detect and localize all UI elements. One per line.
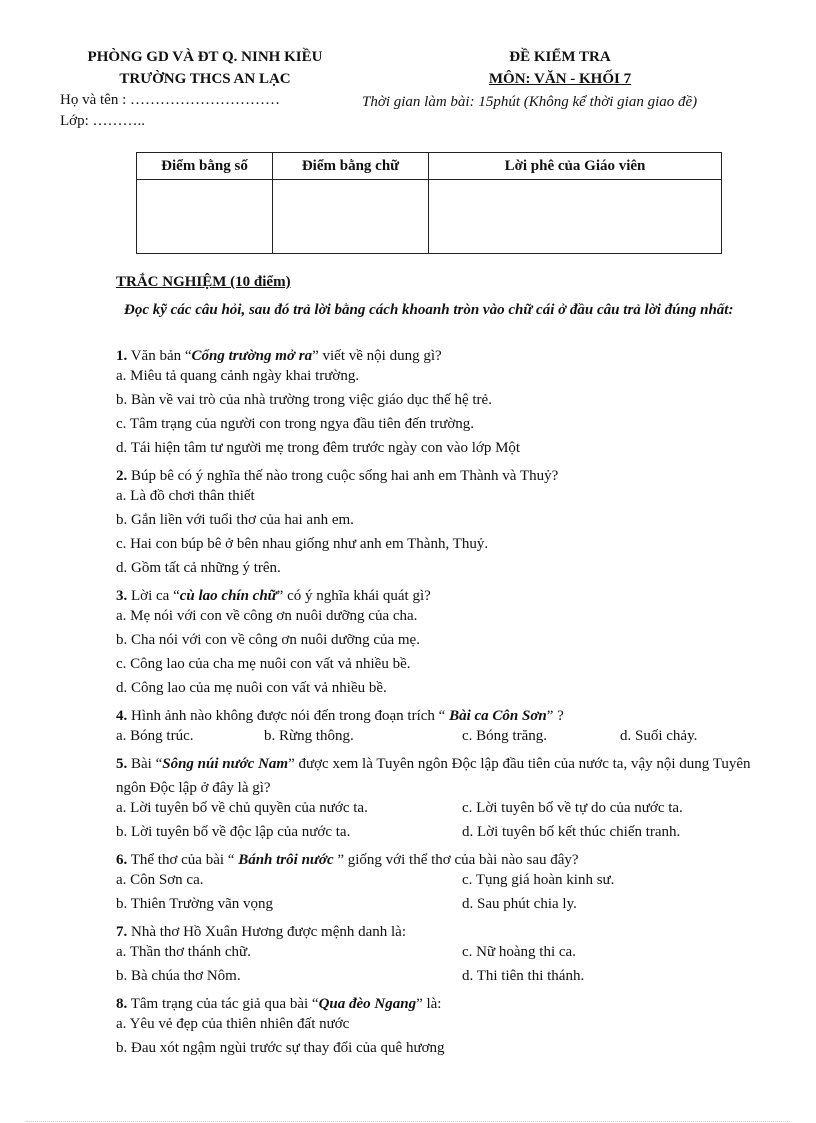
question-text: ” viết về nội dung gì? [312, 348, 442, 364]
question-number: 6. [116, 852, 128, 868]
score-table-blank-row [137, 180, 722, 254]
answer-option[interactable]: b. Gắn liền với tuổi thơ của hai anh em. [116, 512, 354, 528]
question-8 [116, 992, 766, 1016]
question-number: 3. [116, 588, 128, 604]
answer-option[interactable]: d. Tái hiện tâm tư người mẹ trong đêm trước ngày con vào lớp Một [116, 440, 521, 456]
question-text: Nhà thơ Hồ Xuân Hương được mệnh danh là: [127, 924, 407, 940]
question-text: Thể thơ của bài “ [127, 852, 239, 868]
question-1 [116, 344, 766, 368]
score-words-cell [273, 180, 429, 254]
answer-option[interactable]: a. Lời tuyên bố về chủ quyền của nước ta. [116, 800, 368, 816]
question-highlight: cù lao chín chữ [179, 588, 277, 604]
answer-option[interactable]: d. Gồm tất cả những ý trên. [116, 560, 281, 576]
student-name-field: Họ và tên : ………………………… [60, 92, 280, 108]
question-text: Lời ca “ [127, 588, 180, 604]
department-name: PHÒNG GD VÀ ĐT Q. NINH KIỀU [87, 49, 323, 65]
question-text: ” được xem là Tuyên ngôn Độc lập đầu tiên của nước ta, vậy nội dung Tuyên ngôn Độc lập ở đây là gì? [116, 756, 751, 796]
school-name: TRƯỜNG THCS AN LẠC [119, 71, 291, 87]
score-number-cell [137, 180, 273, 254]
answer-option[interactable]: d. Sau phút chia ly. [462, 896, 577, 912]
answer-option[interactable]: c. Tâm trạng của người con trong ngya đầu tiên đến trường. [116, 416, 475, 432]
question-highlight: Bài ca Côn Sơn [445, 708, 547, 724]
question-6 [116, 848, 766, 872]
question-text: Văn bản “ [127, 348, 192, 364]
question-number: 2. [116, 468, 128, 484]
answer-option[interactable]: d. Lời tuyên bố kết thúc chiến tranh. [462, 824, 681, 840]
question-5 [116, 752, 766, 800]
question-highlight: Qua đèo Ngang [318, 996, 417, 1012]
header-right [400, 46, 720, 90]
answer-option[interactable]: c. Hai con búp bê ở bên nhau giống như anh em Thành, Thuỷ. [116, 536, 489, 552]
question-text: Tâm trạng của tác giả qua bài “ [127, 996, 319, 1012]
answer-option[interactable]: c. Lời tuyên bố về tự do của nước ta. [462, 800, 683, 816]
answer-option[interactable]: b. Bàn về vai trò của nhà trường trong việc giáo dục thế hệ trẻ. [116, 392, 492, 408]
header-left [40, 46, 370, 90]
question-number: 1. [116, 348, 128, 364]
question-text: Bài “ [127, 756, 163, 772]
answer-option[interactable]: b. Rừng thông. [264, 728, 354, 744]
question-3 [116, 584, 766, 608]
score-words-header: Điểm bằng chữ [273, 153, 429, 180]
question-text: ” có ý nghĩa khái quát gì? [276, 588, 431, 604]
answer-option[interactable]: a. Côn Sơn ca. [116, 872, 204, 888]
answer-option[interactable]: c. Bóng trăng. [462, 728, 547, 744]
question-number: 8. [116, 996, 128, 1012]
answer-option[interactable]: c. Tụng giá hoàn kinh sư. [462, 872, 615, 888]
answer-option[interactable]: b. Đau xót ngậm ngùi trước sự thay đổi của quê hương [116, 1040, 445, 1056]
question-text: Búp bê có ý nghĩa thế nào trong cuộc sống hai anh em Thành và Thuỷ? [127, 468, 559, 484]
answer-option[interactable]: a. Yêu vẻ đẹp của thiên nhiên đất nước [116, 1016, 350, 1032]
answer-option[interactable]: c. Công lao của cha mẹ nuôi con vất vả nhiều bề. [116, 656, 411, 672]
question-4 [116, 704, 766, 728]
score-table-header-row [137, 153, 722, 180]
score-table [136, 152, 722, 254]
time-note: Thời gian làm bài: 15phút (Không kể thời gian giao đề) [362, 94, 698, 110]
answer-option[interactable]: a. Thần thơ thánh chữ. [116, 944, 251, 960]
question-2 [116, 464, 766, 488]
question-7 [116, 920, 766, 944]
question-text: Hình ảnh nào không được nói đến trong đoạn trích “ [127, 708, 446, 724]
teacher-comment-header: Lời phê của Giáo viên [429, 153, 722, 180]
answer-option[interactable]: b. Thiên Trường vãn vọng [116, 896, 274, 912]
answer-option[interactable]: b. Lời tuyên bố về độc lập của nước ta. [116, 824, 351, 840]
answer-option[interactable]: d. Thi tiên thi thánh. [462, 968, 585, 984]
section-title: TRẮC NGHIỆM (10 điểm) [116, 274, 291, 290]
answer-option[interactable]: a. Bóng trúc. [116, 728, 194, 744]
answer-option[interactable]: b. Bà chúa thơ Nôm. [116, 968, 241, 984]
answer-option[interactable]: d. Công lao của mẹ nuôi con vất vả nhiều bề. [116, 680, 387, 696]
exam-subject: MÔN: VĂN - KHỐI 7 [488, 71, 632, 87]
class-field: Lớp: ……….. [60, 113, 146, 129]
question-text: ” giống với thể thơ của bài nào sau đây? [337, 852, 579, 868]
question-number: 5. [116, 756, 128, 772]
instructions: Đọc kỹ các câu hỏi, sau đó trả lời bằng cách khoanh tròn vào chữ cái ở đầu câu trả lời đúng nhất: [124, 302, 734, 318]
exam-title: ĐỀ KIỂM TRA [509, 49, 611, 65]
teacher-comment-cell [429, 180, 722, 254]
score-number-header: Điểm bằng số [137, 153, 273, 180]
question-highlight: Cổng trường mở ra [191, 348, 313, 364]
answer-option[interactable]: d. Suối chảy. [620, 728, 698, 744]
question-text: ” ? [546, 708, 564, 724]
answer-option[interactable]: a. Là đồ chơi thân thiết [116, 488, 255, 504]
answer-option[interactable]: c. Nữ hoàng thi ca. [462, 944, 576, 960]
answer-option[interactable]: a. Miêu tả quang cảnh ngày khai trường. [116, 368, 360, 384]
question-text: ” là: [416, 996, 442, 1012]
answer-option[interactable]: a. Mẹ nói với con về công ơn nuôi dưỡng của cha. [116, 608, 418, 624]
question-highlight: Sông núi nước Nam [162, 756, 289, 772]
question-number: 4. [116, 708, 128, 724]
question-highlight: Bánh trôi nước [238, 852, 338, 868]
answer-option[interactable]: b. Cha nói với con về công ơn nuôi dưỡng của mẹ. [116, 632, 420, 648]
question-number: 7. [116, 924, 128, 940]
page-bottom-divider [26, 1121, 790, 1122]
